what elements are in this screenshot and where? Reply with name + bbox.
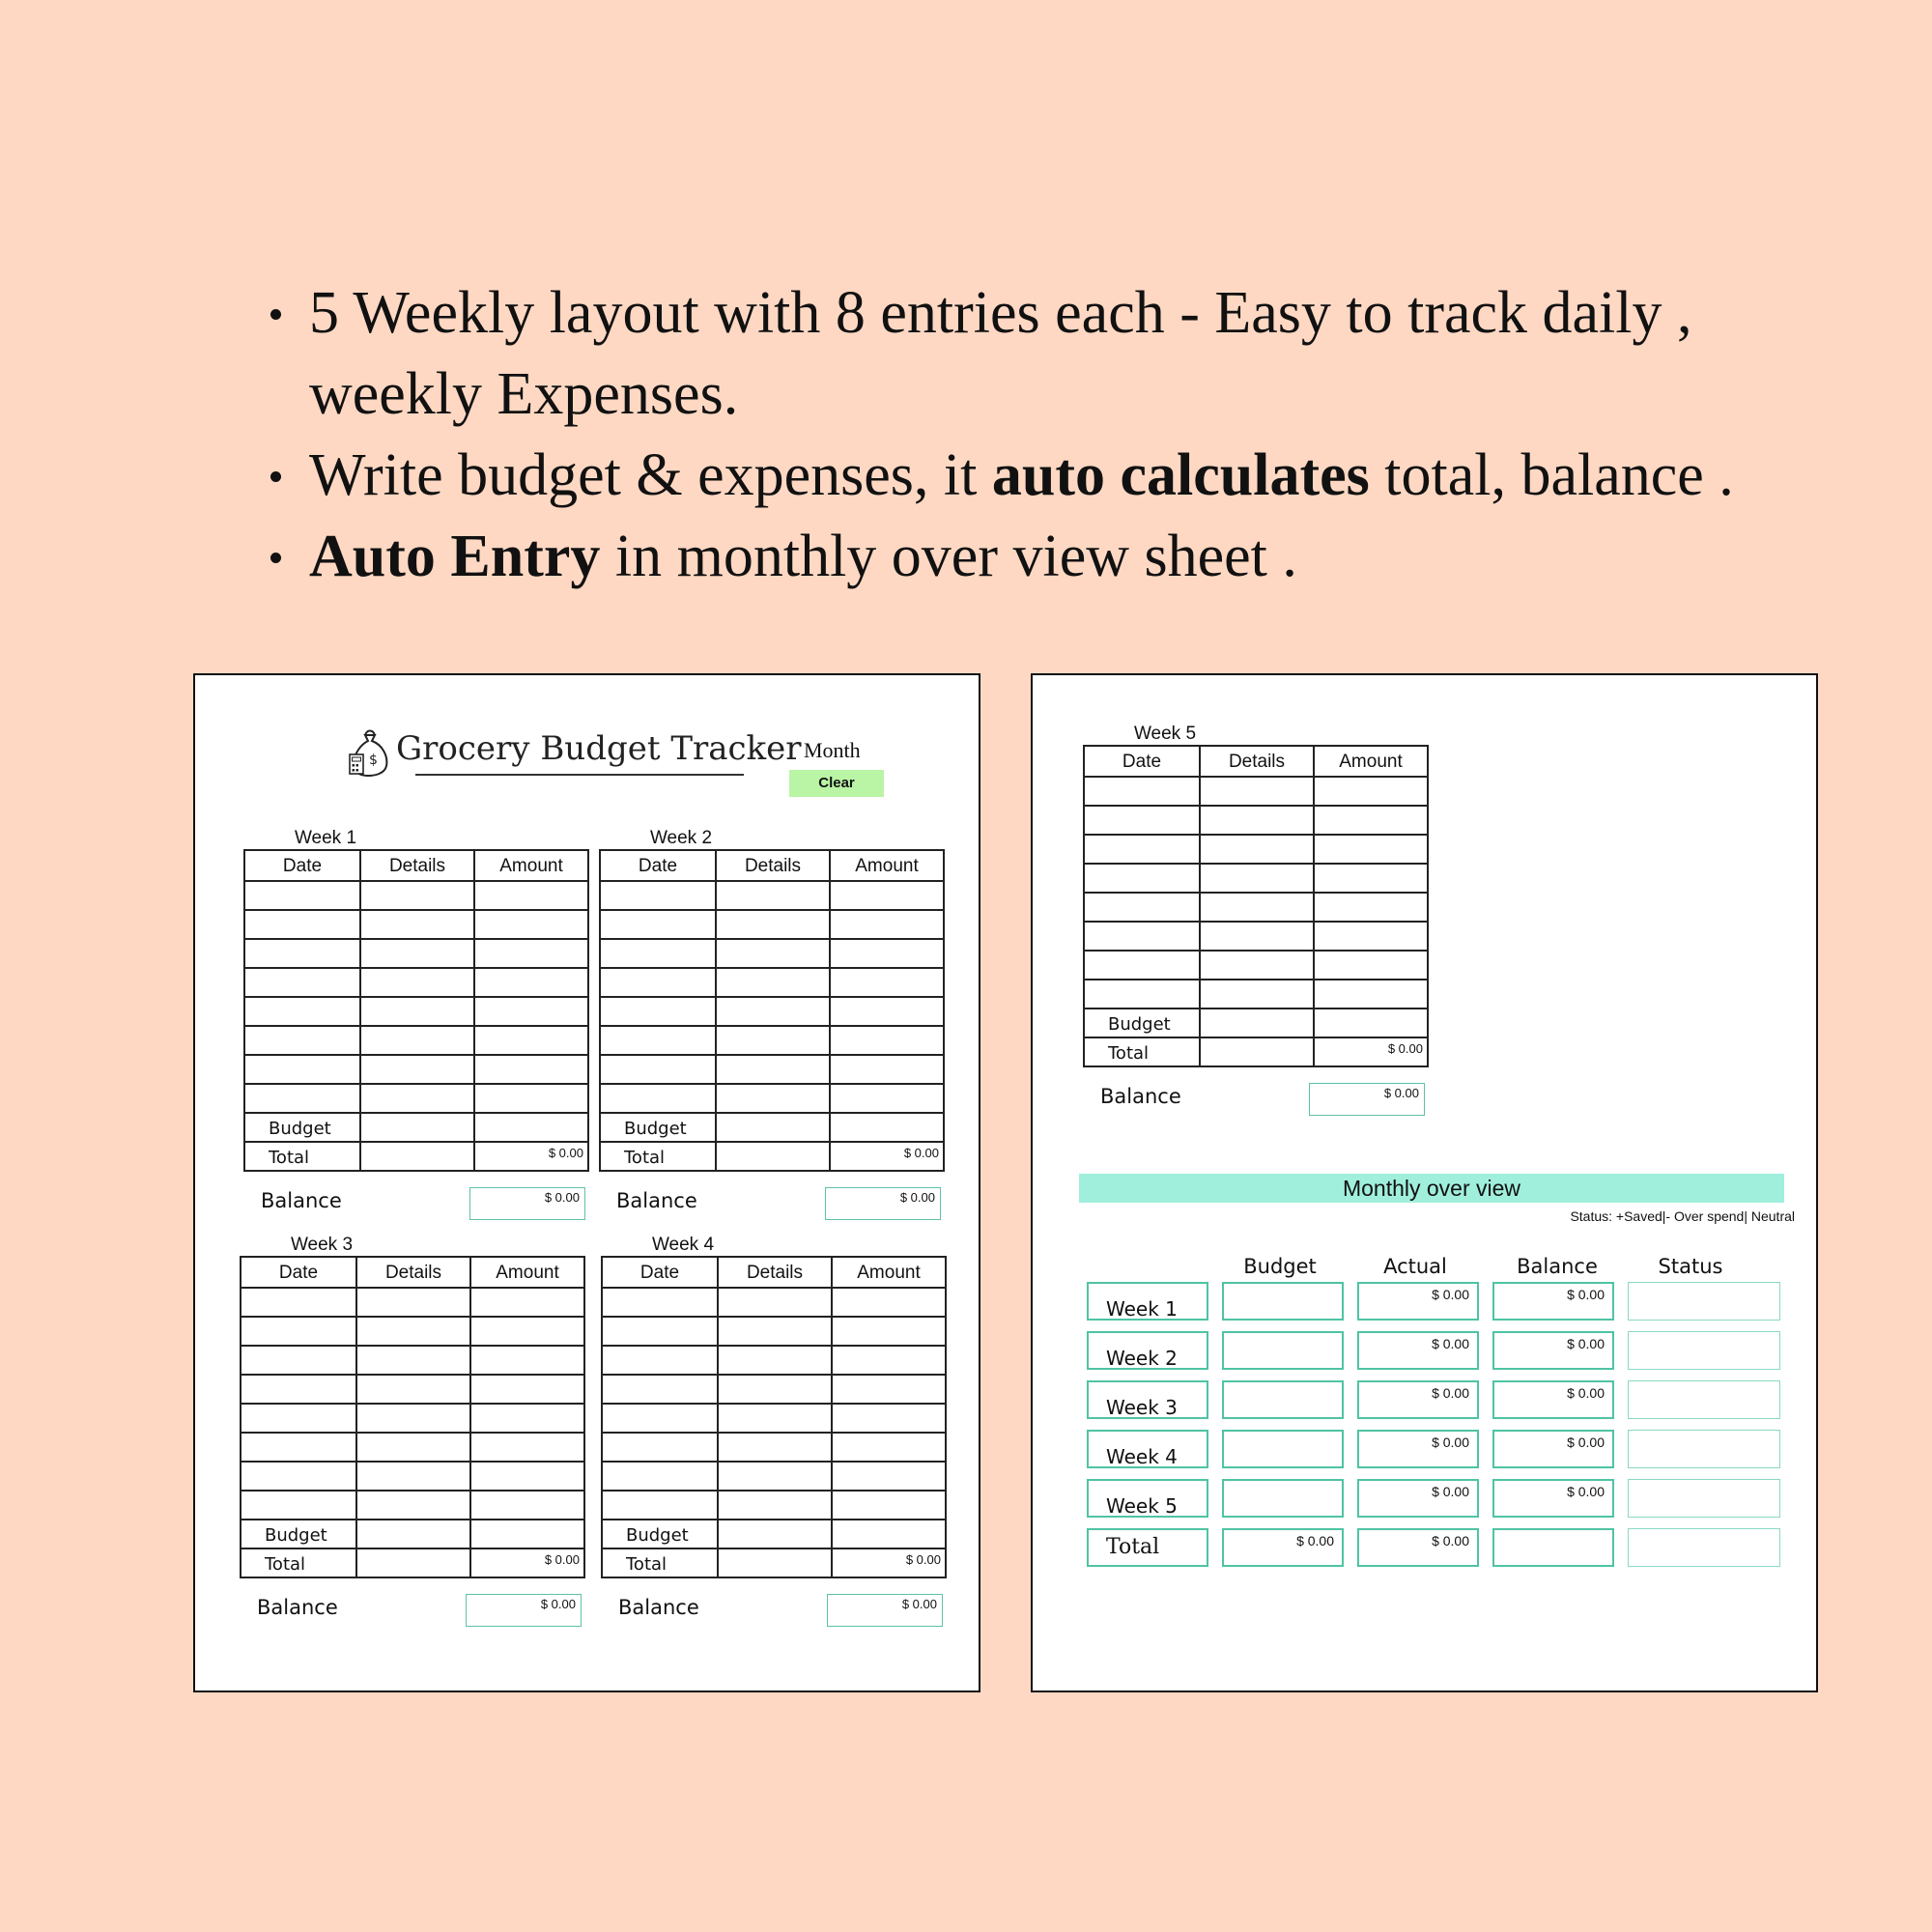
- details-cell[interactable]: [717, 1318, 831, 1345]
- budget-label: Budget: [1108, 1014, 1171, 1035]
- table-header-row: [1085, 747, 1427, 776]
- budget-label: Budget: [265, 1525, 327, 1546]
- amount-cell[interactable]: [469, 1463, 583, 1490]
- entry-row: [601, 938, 943, 967]
- week-table: [240, 1256, 585, 1578]
- column-header-date: Date: [278, 1263, 319, 1283]
- details-cell[interactable]: [717, 1289, 831, 1316]
- entry-row: [245, 909, 587, 938]
- date-cell[interactable]: [245, 882, 359, 909]
- column-header-details: Details: [359, 851, 473, 880]
- date-cell[interactable]: [245, 998, 359, 1025]
- amount-cell[interactable]: [1313, 836, 1427, 863]
- date-cell[interactable]: [603, 1318, 717, 1345]
- total-label: Total: [626, 1554, 668, 1575]
- overview-week-3-budget-cell[interactable]: [1222, 1380, 1344, 1419]
- entry-row: [1085, 979, 1427, 1008]
- details-cell[interactable]: [715, 998, 829, 1025]
- entry-row: [603, 1374, 945, 1403]
- entry-row: [245, 1025, 587, 1054]
- monthly-overview-title: Monthly over view: [1079, 1174, 1784, 1203]
- entry-row: [1085, 892, 1427, 921]
- date-cell[interactable]: [1085, 923, 1199, 950]
- amount-cell[interactable]: [829, 882, 943, 909]
- balance-value: $ 0.00: [825, 1187, 941, 1220]
- budget-row: [242, 1519, 583, 1548]
- week-title: Week 3: [290, 1235, 354, 1255]
- entry-row: [245, 880, 587, 909]
- entry-row: [242, 1287, 583, 1316]
- date-cell[interactable]: [242, 1492, 355, 1519]
- total-label: Total: [269, 1148, 310, 1168]
- column-header-amount: Amount: [831, 1258, 945, 1287]
- feature-item-auto-calculate: Write budget & expenses, it auto calculates total, balance .: [261, 435, 1768, 516]
- week-table: [601, 1256, 947, 1578]
- amount-cell[interactable]: [469, 1318, 583, 1345]
- total-row: [603, 1548, 945, 1577]
- column-header-amount: Amount: [469, 1258, 583, 1287]
- week-table: [243, 849, 589, 1172]
- details-cell[interactable]: [715, 1056, 829, 1083]
- entry-row: [601, 909, 943, 938]
- amount-cell[interactable]: [829, 911, 943, 938]
- date-cell[interactable]: [603, 1347, 717, 1374]
- details-cell[interactable]: [355, 1376, 469, 1403]
- overview-total-actual-cell: $ 0.00: [1357, 1528, 1479, 1567]
- budget-details-cell[interactable]: [1199, 1009, 1313, 1037]
- overview-total-status-cell[interactable]: [1628, 1528, 1780, 1567]
- date-cell[interactable]: [245, 940, 359, 967]
- overview-week-1-actual-cell: $ 0.00: [1357, 1282, 1479, 1321]
- details-cell[interactable]: [715, 911, 829, 938]
- details-cell[interactable]: [359, 940, 473, 967]
- overview-week-3-actual-cell: $ 0.00: [1357, 1380, 1479, 1419]
- amount-cell[interactable]: [1313, 980, 1427, 1008]
- amount-cell[interactable]: [1313, 865, 1427, 892]
- date-cell[interactable]: [242, 1347, 355, 1374]
- column-header-details: Details: [715, 851, 829, 880]
- date-cell[interactable]: [245, 1027, 359, 1054]
- total-row: [1085, 1037, 1427, 1065]
- entry-row: [242, 1316, 583, 1345]
- date-cell[interactable]: [242, 1376, 355, 1403]
- overview-week-1-status-cell[interactable]: [1628, 1282, 1780, 1321]
- details-cell[interactable]: [359, 998, 473, 1025]
- date-cell[interactable]: [1085, 865, 1199, 892]
- date-cell[interactable]: [242, 1318, 355, 1345]
- total-details-cell: [1199, 1038, 1313, 1065]
- amount-cell[interactable]: [473, 882, 587, 909]
- table-header-row: [601, 851, 943, 880]
- total-label: Total: [265, 1554, 306, 1575]
- column-header-details: Details: [355, 1258, 469, 1287]
- entry-row: [242, 1432, 583, 1461]
- overview-total-label: Total: [1087, 1528, 1208, 1567]
- details-cell[interactable]: [355, 1463, 469, 1490]
- entry-row: [245, 1054, 587, 1083]
- date-cell[interactable]: [242, 1405, 355, 1432]
- date-cell[interactable]: [1085, 778, 1199, 805]
- column-header-details: Details: [1199, 747, 1313, 776]
- table-header-row: [245, 851, 587, 880]
- entry-row: [603, 1432, 945, 1461]
- date-cell[interactable]: [601, 969, 715, 996]
- date-cell[interactable]: [601, 911, 715, 938]
- budget-details-cell[interactable]: [715, 1114, 829, 1141]
- date-cell[interactable]: [1085, 952, 1199, 979]
- overview-week-3-balance-cell: $ 0.00: [1492, 1380, 1614, 1419]
- details-cell[interactable]: [1199, 894, 1313, 921]
- total-details-cell: [715, 1143, 829, 1170]
- week-title: Week 1: [294, 828, 357, 848]
- date-cell[interactable]: [603, 1492, 717, 1519]
- column-header-date: Date: [282, 856, 323, 876]
- entry-row: [601, 967, 943, 996]
- amount-cell[interactable]: [829, 998, 943, 1025]
- amount-cell[interactable]: [831, 1463, 945, 1490]
- entry-row: [601, 1083, 943, 1112]
- details-cell[interactable]: [1199, 923, 1313, 950]
- feature-item-auto-entry: Auto Entry in monthly over view sheet .: [261, 516, 1768, 597]
- amount-cell[interactable]: [829, 1085, 943, 1112]
- month-label: Month: [804, 738, 861, 762]
- budget-amount-cell[interactable]: [469, 1520, 583, 1548]
- date-cell[interactable]: [603, 1289, 717, 1316]
- amount-cell[interactable]: [473, 998, 587, 1025]
- amount-cell[interactable]: [829, 1056, 943, 1083]
- entry-row: [1085, 921, 1427, 950]
- total-row: [242, 1548, 583, 1577]
- overview-week-2-balance-cell: $ 0.00: [1492, 1331, 1614, 1370]
- overview-week-5-budget-cell[interactable]: [1222, 1479, 1344, 1518]
- week-title: Week 4: [651, 1235, 715, 1255]
- date-cell[interactable]: [603, 1376, 717, 1403]
- table-header-row: [603, 1258, 945, 1287]
- overview-header-budget: Budget: [1243, 1255, 1317, 1278]
- date-cell[interactable]: [601, 1056, 715, 1083]
- amount-cell[interactable]: [469, 1347, 583, 1374]
- entry-row: [245, 967, 587, 996]
- week-title: Week 2: [649, 828, 713, 848]
- details-cell[interactable]: [355, 1405, 469, 1432]
- overview-week-5-status-cell[interactable]: [1628, 1479, 1780, 1518]
- feature-list: [261, 272, 1768, 597]
- amount-cell[interactable]: [473, 969, 587, 996]
- entry-row: [245, 938, 587, 967]
- balance-label: Balance: [616, 1189, 697, 1212]
- entry-row: [245, 996, 587, 1025]
- details-cell[interactable]: [717, 1492, 831, 1519]
- amount-cell[interactable]: [1313, 894, 1427, 921]
- total-label: Total: [1108, 1043, 1150, 1064]
- date-cell[interactable]: [242, 1463, 355, 1490]
- clear-button[interactable]: Clear: [789, 770, 884, 797]
- budget-row: [601, 1112, 943, 1141]
- budget-amount-cell[interactable]: [829, 1114, 943, 1141]
- overview-header-balance: Balance: [1517, 1255, 1598, 1278]
- budget-details-cell[interactable]: [717, 1520, 831, 1548]
- budget-row: [1085, 1008, 1427, 1037]
- overview-week-1-budget-cell[interactable]: [1222, 1282, 1344, 1321]
- amount-cell[interactable]: [469, 1405, 583, 1432]
- details-cell[interactable]: [355, 1492, 469, 1519]
- details-cell[interactable]: [1199, 778, 1313, 805]
- entry-row: [1085, 834, 1427, 863]
- balance-value: $ 0.00: [466, 1594, 582, 1627]
- column-header-date: Date: [638, 856, 678, 876]
- amount-cell[interactable]: [473, 1027, 587, 1054]
- date-cell[interactable]: [1085, 836, 1199, 863]
- details-cell[interactable]: [359, 1027, 473, 1054]
- amount-cell[interactable]: [831, 1347, 945, 1374]
- overview-week-2-status-cell[interactable]: [1628, 1331, 1780, 1370]
- date-cell[interactable]: [1085, 807, 1199, 834]
- date-cell[interactable]: [601, 940, 715, 967]
- total-row: [245, 1141, 587, 1170]
- details-cell[interactable]: [715, 882, 829, 909]
- entry-row: [245, 1083, 587, 1112]
- overview-week-2-label: Week 2: [1087, 1331, 1208, 1370]
- column-header-date: Date: [639, 1263, 680, 1283]
- amount-cell[interactable]: [473, 1056, 587, 1083]
- entry-row: [603, 1316, 945, 1345]
- overview-week-5-balance-cell: $ 0.00: [1492, 1479, 1614, 1518]
- amount-cell[interactable]: [831, 1376, 945, 1403]
- week-table: [599, 849, 945, 1172]
- total-amount: $ 0.00: [1313, 1038, 1427, 1065]
- overview-week-1-label: Week 1: [1087, 1282, 1208, 1321]
- details-cell[interactable]: [715, 969, 829, 996]
- balance-value: $ 0.00: [827, 1594, 943, 1627]
- column-header-amount: Amount: [1313, 747, 1427, 776]
- total-details-cell: [359, 1143, 473, 1170]
- total-amount: $ 0.00: [473, 1143, 587, 1170]
- svg-text:$: $: [369, 753, 378, 768]
- budget-amount-cell[interactable]: [473, 1114, 587, 1141]
- balance-value: $ 0.00: [1309, 1083, 1425, 1116]
- total-amount: $ 0.00: [831, 1549, 945, 1577]
- amount-cell[interactable]: [831, 1434, 945, 1461]
- week-title: Week 5: [1133, 724, 1197, 744]
- overview-week-4-budget-cell[interactable]: [1222, 1430, 1344, 1468]
- overview-week-4-status-cell[interactable]: [1628, 1430, 1780, 1468]
- weekly-tracker-sheet: [193, 673, 980, 1692]
- overview-week-2-budget-cell[interactable]: [1222, 1331, 1344, 1370]
- date-cell[interactable]: [603, 1463, 717, 1490]
- amount-cell[interactable]: [1313, 778, 1427, 805]
- entry-row: [603, 1490, 945, 1519]
- total-row: [601, 1141, 943, 1170]
- balance-label: Balance: [1100, 1085, 1181, 1108]
- details-cell[interactable]: [1199, 865, 1313, 892]
- details-cell[interactable]: [717, 1434, 831, 1461]
- overview-week-5-label: Week 5: [1087, 1479, 1208, 1518]
- total-amount: $ 0.00: [469, 1549, 583, 1577]
- details-cell[interactable]: [1199, 836, 1313, 863]
- entry-row: [242, 1490, 583, 1519]
- budget-amount-cell[interactable]: [1313, 1009, 1427, 1037]
- details-cell[interactable]: [359, 969, 473, 996]
- entry-row: [242, 1374, 583, 1403]
- date-cell[interactable]: [601, 998, 715, 1025]
- status-legend: Status: +Saved|- Over spend| Neutral: [1570, 1208, 1795, 1224]
- entry-row: [603, 1403, 945, 1432]
- overview-header-status: Status: [1658, 1255, 1723, 1278]
- entry-row: [603, 1345, 945, 1374]
- entry-row: [242, 1403, 583, 1432]
- overview-week-4-actual-cell: $ 0.00: [1357, 1430, 1479, 1468]
- details-cell[interactable]: [717, 1376, 831, 1403]
- date-cell[interactable]: [1085, 894, 1199, 921]
- overview-week-3-label: Week 3: [1087, 1380, 1208, 1419]
- amount-cell[interactable]: [831, 1289, 945, 1316]
- amount-cell[interactable]: [473, 1085, 587, 1112]
- budget-label: Budget: [269, 1119, 331, 1139]
- amount-cell[interactable]: [829, 1027, 943, 1054]
- overview-week-5-actual-cell: $ 0.00: [1357, 1479, 1479, 1518]
- details-cell[interactable]: [359, 911, 473, 938]
- balance-label: Balance: [257, 1596, 338, 1619]
- amount-cell[interactable]: [831, 1405, 945, 1432]
- tracker-header: [348, 724, 802, 781]
- details-cell[interactable]: [1199, 807, 1313, 834]
- budget-amount-cell[interactable]: [831, 1520, 945, 1548]
- entry-row: [1085, 863, 1427, 892]
- details-cell[interactable]: [1199, 980, 1313, 1008]
- date-cell[interactable]: [245, 1085, 359, 1112]
- entry-row: [1085, 805, 1427, 834]
- title-underline: [415, 774, 744, 776]
- balance-label: Balance: [618, 1596, 699, 1619]
- table-header-row: [242, 1258, 583, 1287]
- date-cell[interactable]: [601, 1027, 715, 1054]
- overview-sheet: [1031, 673, 1818, 1692]
- overview-week-4-balance-cell: $ 0.00: [1492, 1430, 1614, 1468]
- overview-week-1-balance-cell: $ 0.00: [1492, 1282, 1614, 1321]
- details-cell[interactable]: [715, 1085, 829, 1112]
- column-header-amount: Amount: [829, 851, 943, 880]
- amount-cell[interactable]: [829, 940, 943, 967]
- date-cell[interactable]: [245, 1056, 359, 1083]
- details-cell[interactable]: [355, 1347, 469, 1374]
- date-cell[interactable]: [242, 1289, 355, 1316]
- balance-label: Balance: [261, 1189, 342, 1212]
- date-cell[interactable]: [603, 1434, 717, 1461]
- details-cell[interactable]: [359, 1056, 473, 1083]
- budget-details-cell[interactable]: [359, 1114, 473, 1141]
- amount-cell[interactable]: [1313, 952, 1427, 979]
- details-cell[interactable]: [355, 1318, 469, 1345]
- entry-row: [601, 880, 943, 909]
- entry-row: [601, 1054, 943, 1083]
- balance-value: $ 0.00: [469, 1187, 585, 1220]
- overview-total-budget-cell[interactable]: $ 0.00: [1222, 1528, 1344, 1567]
- details-cell[interactable]: [1199, 952, 1313, 979]
- date-cell[interactable]: [242, 1434, 355, 1461]
- amount-cell[interactable]: [829, 969, 943, 996]
- entry-row: [1085, 776, 1427, 805]
- overview-total-balance-cell: [1492, 1528, 1614, 1567]
- total-amount: $ 0.00: [829, 1143, 943, 1170]
- details-cell[interactable]: [715, 940, 829, 967]
- overview-header-actual: Actual: [1383, 1255, 1447, 1278]
- date-cell[interactable]: [601, 1085, 715, 1112]
- column-header-details: Details: [717, 1258, 831, 1287]
- amount-cell[interactable]: [473, 940, 587, 967]
- budget-label: Budget: [626, 1525, 689, 1546]
- amount-cell[interactable]: [469, 1492, 583, 1519]
- amount-cell[interactable]: [473, 911, 587, 938]
- amount-cell[interactable]: [469, 1434, 583, 1461]
- entry-row: [1085, 950, 1427, 979]
- entry-row: [242, 1345, 583, 1374]
- total-label: Total: [624, 1148, 666, 1168]
- entry-row: [603, 1287, 945, 1316]
- details-cell[interactable]: [717, 1347, 831, 1374]
- column-header-amount: Amount: [473, 851, 587, 880]
- date-cell[interactable]: [603, 1405, 717, 1432]
- details-cell[interactable]: [717, 1405, 831, 1432]
- details-cell[interactable]: [717, 1463, 831, 1490]
- date-cell[interactable]: [601, 882, 715, 909]
- overview-week-2-actual-cell: $ 0.00: [1357, 1331, 1479, 1370]
- entry-row: [242, 1461, 583, 1490]
- tracker-title: Grocery Budget Tracker: [396, 729, 802, 768]
- amount-cell[interactable]: [469, 1376, 583, 1403]
- details-cell[interactable]: [359, 882, 473, 909]
- date-cell[interactable]: [1085, 980, 1199, 1008]
- overview-week-3-status-cell[interactable]: [1628, 1380, 1780, 1419]
- total-details-cell: [355, 1549, 469, 1577]
- details-cell[interactable]: [355, 1289, 469, 1316]
- details-cell[interactable]: [715, 1027, 829, 1054]
- budget-row: [603, 1519, 945, 1548]
- budget-details-cell[interactable]: [355, 1520, 469, 1548]
- column-header-date: Date: [1122, 752, 1162, 772]
- budget-label: Budget: [624, 1119, 687, 1139]
- feature-item-weekly-layout: 5 Weekly layout with 8 entries each - Easy to track daily , weekly Expenses.: [261, 272, 1768, 435]
- details-cell[interactable]: [359, 1085, 473, 1112]
- entry-row: [603, 1461, 945, 1490]
- amount-cell[interactable]: [831, 1318, 945, 1345]
- overview-week-4-label: Week 4: [1087, 1430, 1208, 1468]
- budget-row: [245, 1112, 587, 1141]
- date-cell[interactable]: [245, 911, 359, 938]
- amount-cell[interactable]: [1313, 923, 1427, 950]
- entry-row: [601, 1025, 943, 1054]
- week-table: [1083, 745, 1429, 1067]
- money-bag-calculator-icon: [348, 727, 392, 778]
- total-details-cell: [717, 1549, 831, 1577]
- details-cell[interactable]: [355, 1434, 469, 1461]
- date-cell[interactable]: [245, 969, 359, 996]
- amount-cell[interactable]: [469, 1289, 583, 1316]
- entry-row: [601, 996, 943, 1025]
- amount-cell[interactable]: [831, 1492, 945, 1519]
- amount-cell[interactable]: [1313, 807, 1427, 834]
